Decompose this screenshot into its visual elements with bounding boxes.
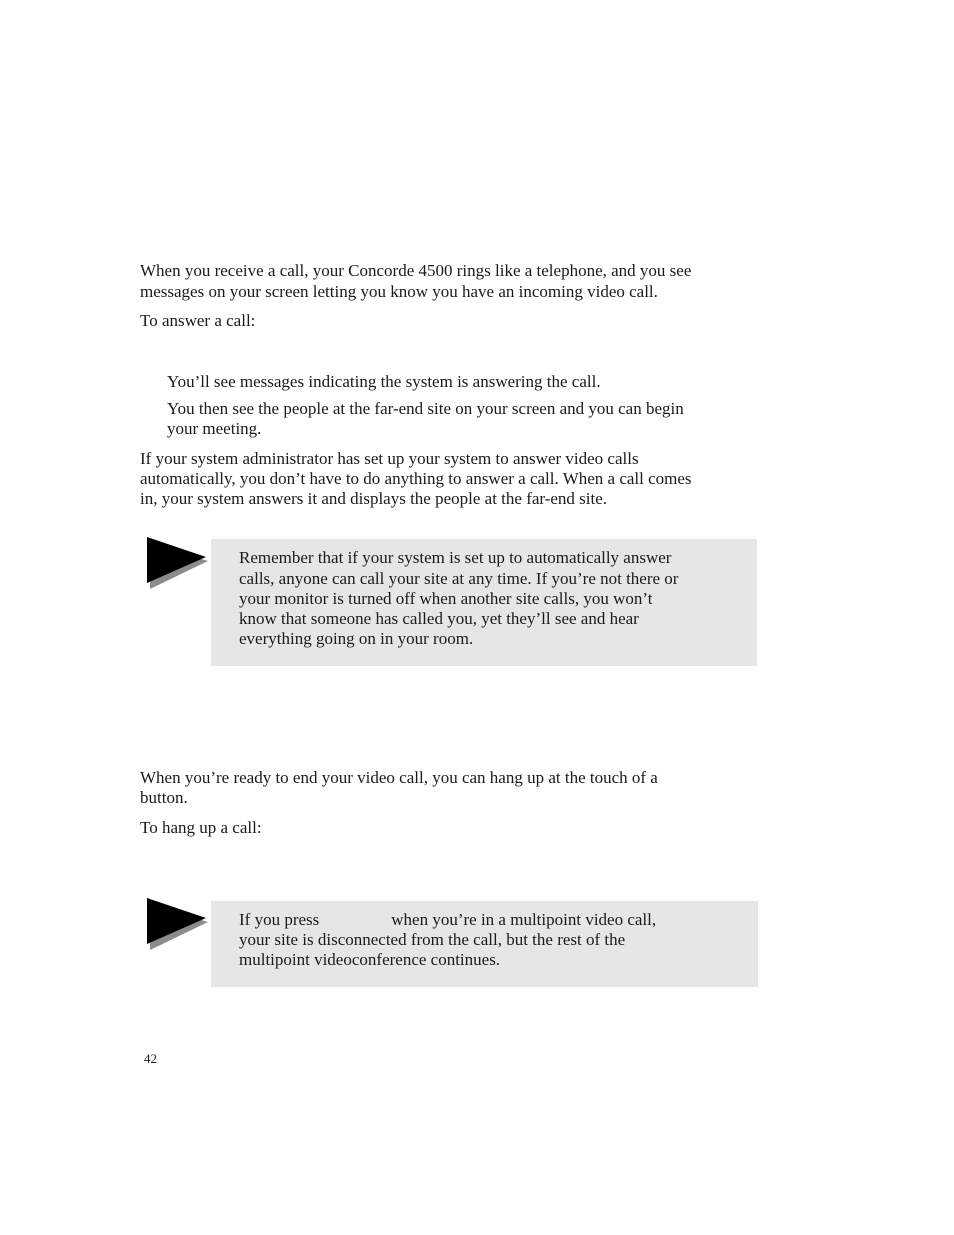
- note-line-2: calls, anyone can call your site at any time. If you’re not there or: [239, 569, 679, 588]
- answer-result-2-line-1: You then see the people at the far-end site on your screen and you can begin: [167, 399, 684, 418]
- answer-intro-line-2: messages on your screen letting you know you have an incoming video call.: [140, 282, 658, 301]
- note-line-3: multipoint videoconference continues.: [239, 950, 501, 969]
- to-hang-up-label: To hang up a call:: [140, 818, 262, 837]
- answer-result-2-line-2: your meeting.: [167, 419, 262, 438]
- auto-answer-line-2: automatically, you don’t have to do anything to answer a call. When a call comes: [140, 469, 692, 488]
- answer-intro-line-1: When you receive a call, your Concorde 4500 rings like a telephone, and you see: [140, 261, 692, 280]
- auto-answer-line-1: If your system administrator has set up your system to answer video calls: [140, 449, 639, 468]
- note-line-1-before: If you press: [239, 910, 320, 929]
- note-line-2: your site is disconnected from the call, but the rest of the: [239, 930, 626, 949]
- note-line-4: know that someone has called you, yet they’ll see and hear: [239, 609, 639, 628]
- note-line-1-after: when you’re in a multipoint video call,: [391, 910, 657, 929]
- note-arrow-icon: [146, 896, 208, 952]
- auto-answer-note: [211, 539, 757, 666]
- hangup-intro-line-1: When you’re ready to end your video call, you can hang up at the touch of a: [140, 768, 658, 787]
- answer-result-1: You’ll see messages indicating the system is answering the call.: [167, 372, 601, 391]
- to-answer-label: To answer a call:: [140, 311, 256, 330]
- note-arrow-icon: [146, 535, 208, 591]
- note-line-1: [239, 910, 656, 930]
- note-line-3: your monitor is turned off when another site calls, you won’t: [239, 589, 653, 608]
- note-line-1: Remember that if your system is set up to automatically answer: [239, 548, 672, 567]
- note-line-5: everything going on in your room.: [239, 629, 474, 648]
- hangup-intro-line-2: button.: [140, 788, 188, 807]
- auto-answer-line-3: in, your system answers it and displays the people at the far-end site.: [140, 489, 608, 508]
- multipoint-note: [211, 901, 758, 987]
- page-number: 42: [144, 1051, 157, 1066]
